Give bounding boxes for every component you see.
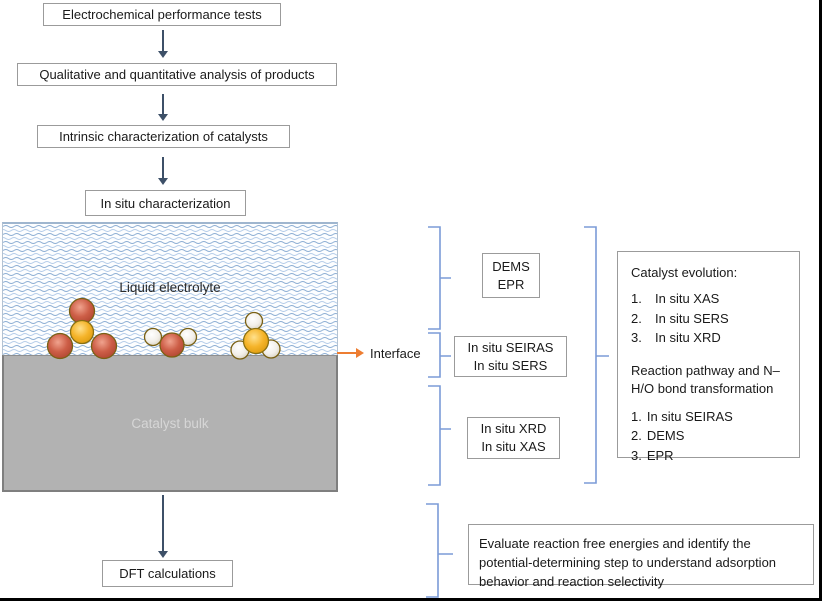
method-label: In situ XRD [480, 421, 547, 436]
interface-arrow-icon [337, 348, 364, 358]
oxygen-atom [92, 334, 117, 359]
list-item: 3. In situ XRD [631, 330, 721, 345]
list-item: 1. In situ XAS [631, 291, 720, 306]
dft-evaluation-text: Evaluate reaction free energies and identify the potential-determining step to understand adsorption behavior and reaction selectivity [479, 536, 777, 589]
down-arrow-icon [158, 157, 168, 185]
hydrogen-atom [145, 329, 162, 346]
flow-step-electrochemical-tests [43, 3, 281, 26]
adsorbed-molecules [0, 222, 340, 492]
flow-step-dft-calculations [102, 560, 233, 587]
ammonia-molecule [231, 313, 280, 360]
xrd-xas-box [467, 417, 560, 459]
dft-bracket [426, 503, 454, 599]
water-molecule [145, 329, 197, 358]
seiras-sers-box [454, 336, 567, 377]
catalyst-evolution-box [617, 251, 800, 463]
liquid-electrolyte-label: Liquid electrolyte [119, 280, 221, 295]
interface-bracket [428, 332, 453, 379]
evolution-title: Catalyst evolution: [631, 265, 738, 280]
flow-step-label: Electrochemical performance tests [62, 7, 262, 22]
flow-step-product-analysis [17, 63, 337, 86]
flow-step-in-situ-characterization [85, 190, 246, 216]
method-label: In situ SEIRAS [467, 339, 554, 355]
figure-border-bottom [0, 598, 822, 601]
hydrogen-atom [246, 313, 263, 330]
down-arrow-icon [158, 94, 168, 121]
list-item: 1. In situ SEIRAS [631, 408, 733, 424]
down-arrow-icon [158, 495, 168, 558]
all-methods-bracket [584, 226, 610, 485]
dft-evaluation-box [468, 524, 814, 589]
interface-label: Interface [370, 346, 421, 361]
oxygen-atom [70, 299, 95, 324]
dems-epr-box [482, 253, 540, 298]
down-arrow-icon [158, 30, 168, 58]
flow-step-label: DFT calculations [119, 566, 216, 581]
oxygen-atom [160, 333, 184, 357]
flow-step-label: Intrinsic characterization of catalysts [59, 129, 268, 144]
list-item: 2. In situ SERS [631, 310, 729, 326]
list-item: 2. DEMS [631, 428, 685, 443]
nitrogen-oxide-molecule [48, 299, 117, 359]
evolution-subtitle: Reaction pathway and N–H/O bond transformation [631, 362, 780, 396]
catalyst-bulk-bracket [428, 385, 453, 487]
method-label: EPR [497, 276, 525, 292]
nitrogen-atom [71, 321, 94, 344]
flow-step-label: In situ characterization [100, 195, 231, 211]
catalyst-bulk-label: Catalyst bulk [131, 416, 209, 431]
nitrogen-atom [244, 329, 269, 354]
method-label: In situ XAS [481, 439, 546, 454]
method-label: DEMS [492, 258, 530, 274]
oxygen-atom [48, 334, 73, 359]
flow-step-label: Qualitative and quantitative analysis of products [39, 67, 315, 82]
flow-step-intrinsic-characterization [37, 125, 290, 148]
method-label: In situ SERS [473, 357, 548, 373]
list-item: 3. EPR [631, 447, 674, 463]
electrolyte-bracket [428, 226, 453, 330]
